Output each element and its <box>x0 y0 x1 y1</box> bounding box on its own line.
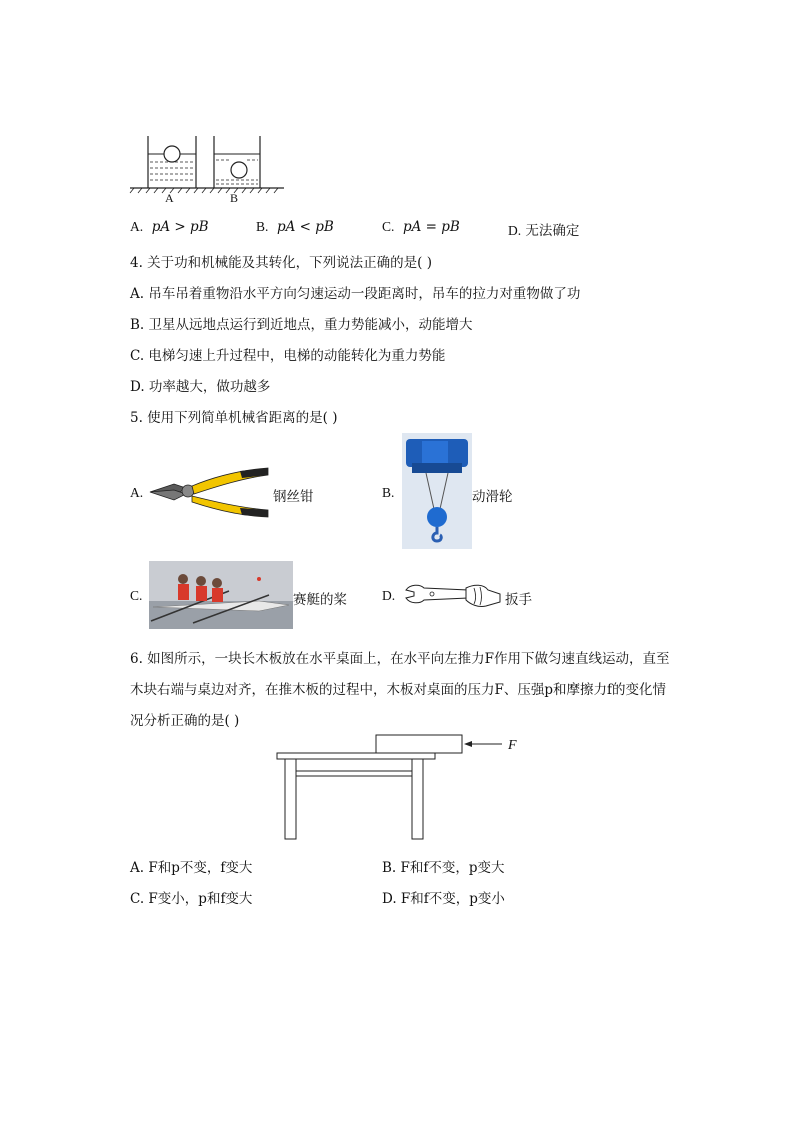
q6-option-a[interactable]: A. F和p不变，f变大 <box>130 860 253 876</box>
q5-option-b-label: 动滑轮 <box>472 489 513 505</box>
q5-stem: 5. 使用下列简单机械省距离的是( ) <box>130 410 338 426</box>
q4-option-d[interactable]: D. 功率越大，做功越多 <box>130 379 271 395</box>
q5-option-d-label: 扳手 <box>505 592 532 608</box>
q3-option-a[interactable]: A. pA > pB <box>130 219 209 235</box>
q4-stem: 4. 关于功和机械能及其转化，下列说法正确的是( ) <box>130 255 432 271</box>
q6-stem-line-2: 木块右端与桌边对齐，在推木板的过程中，木板对桌面的压力F、压强p和摩擦力f的变化情 <box>130 682 667 698</box>
q5-option-a-letter[interactable]: A. <box>130 485 144 500</box>
q5-option-c-letter[interactable]: C. <box>130 588 143 603</box>
wrench-icon <box>402 580 502 612</box>
q6-stem-line-1: 6. 如图所示，一块长木板放在水平桌面上，在水平向左推力F作用下做匀速直线运动，直至 <box>130 651 670 667</box>
q6-option-b[interactable]: B. F和f不变，p变大 <box>382 860 505 876</box>
q4-option-a[interactable]: A. 吊车吊着重物沿水平方向匀速运动一段距离时，吊车的拉力对重物做了功 <box>130 286 581 302</box>
container-a-label: A <box>165 191 174 205</box>
q5-option-a-label: 钢丝钳 <box>273 489 314 505</box>
table-board-figure <box>276 732 516 842</box>
q4-option-c[interactable]: C. 电梯匀速上升过程中，电梯的动能转化为重力势能 <box>130 348 446 364</box>
containers-figure <box>128 134 288 206</box>
q5-option-b-letter[interactable]: B. <box>382 485 395 500</box>
q6-option-d[interactable]: D. F和f不变，p变小 <box>382 891 505 907</box>
q3-option-d[interactable]: D. 无法确定 <box>508 223 580 239</box>
q3-option-c[interactable]: C. pA = pB <box>382 219 460 235</box>
pliers-icon <box>146 462 272 518</box>
force-label: F <box>508 738 517 753</box>
q6-option-c[interactable]: C. F变小，p和f变大 <box>130 891 253 907</box>
rowing-photo <box>149 561 293 629</box>
q3-option-b[interactable]: B. pA < pB <box>256 219 334 235</box>
container-b-label: B <box>230 191 239 205</box>
q4-option-b[interactable]: B. 卫星从远地点运行到近地点，重力势能减小，动能增大 <box>130 317 473 333</box>
hoist-icon <box>402 433 472 549</box>
q5-option-c-label: 赛艇的桨 <box>293 592 347 608</box>
q5-option-d-letter[interactable]: D. <box>382 588 396 603</box>
q6-stem-line-3: 况分析正确的是( ) <box>130 713 240 729</box>
